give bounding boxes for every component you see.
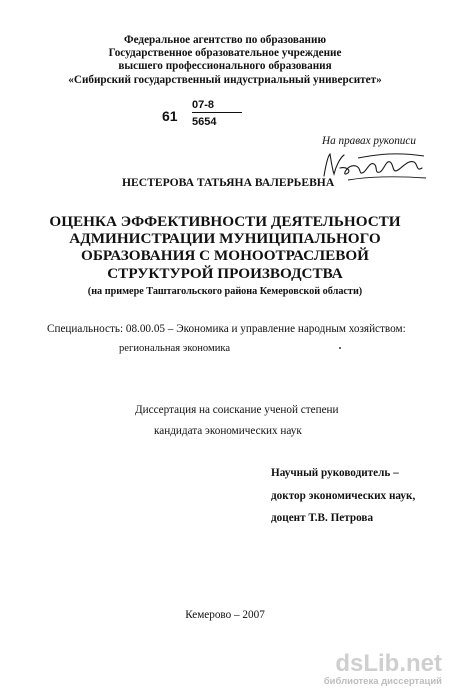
watermark-tagline: библиотека диссертаций [323,676,442,687]
title-line: АДМИНИСТРАЦИИ МУНИЦИПАЛЬНОГО [69,230,381,248]
specialty-line: Специальность: 08.00.05 – Экономика и управление народным хозяйством: [47,323,406,335]
header-line: высшего профессионального образования [118,60,332,73]
title-line: ОЦЕНКА ЭФФЕКТИВНОСТИ ДЕЯТЕЛЬНОСТИ [49,213,401,230]
author-name: НЕСТЕРОВА ТАТЬЯНА ВАЛЕРЬЕВНА [122,176,335,189]
specialty-line: региональная экономика [119,343,231,354]
degree-line: Диссертация на соискание ученой степени [135,404,339,416]
watermark [324,652,442,688]
manuscript-note: На правах рукописи [322,135,416,147]
handwritten-signature-icon [318,146,430,186]
shelfmark-number: 61 [162,108,178,124]
city-year: Кемерово – 2007 [185,609,265,621]
shelfmark-bottom: 5654 [192,116,217,128]
shelfmark-top: 07-8 [192,99,242,113]
header-line: Государственное образовательное учреждение [108,47,342,60]
advisor-line: доктор экономических наук, [271,489,416,502]
dissertation-subtitle: (на примере Таштагольского района Кемеровской области) [87,286,363,297]
advisor-line: Научный руководитель – [271,467,399,479]
institution-header [0,34,450,87]
title-line: СТРУКТУРОЙ ПРОИЗВОДСТВА [107,264,343,282]
advisor-line: доцент Т.В. Петрова [271,512,374,525]
stray-mark [339,347,341,349]
dissertation-title [0,213,450,282]
degree-line: кандидата экономических наук [154,425,302,437]
header-line: Федеральное агентство по образованию [123,34,326,46]
header-line: «Сибирский государственный индустриальный университет» [68,73,382,86]
advisor-block [271,462,415,530]
watermark-logo: dsLib.net [335,650,442,677]
title-line: ОБРАЗОВАНИЯ С МОНООТРАСЛЕВОЙ [81,247,369,265]
